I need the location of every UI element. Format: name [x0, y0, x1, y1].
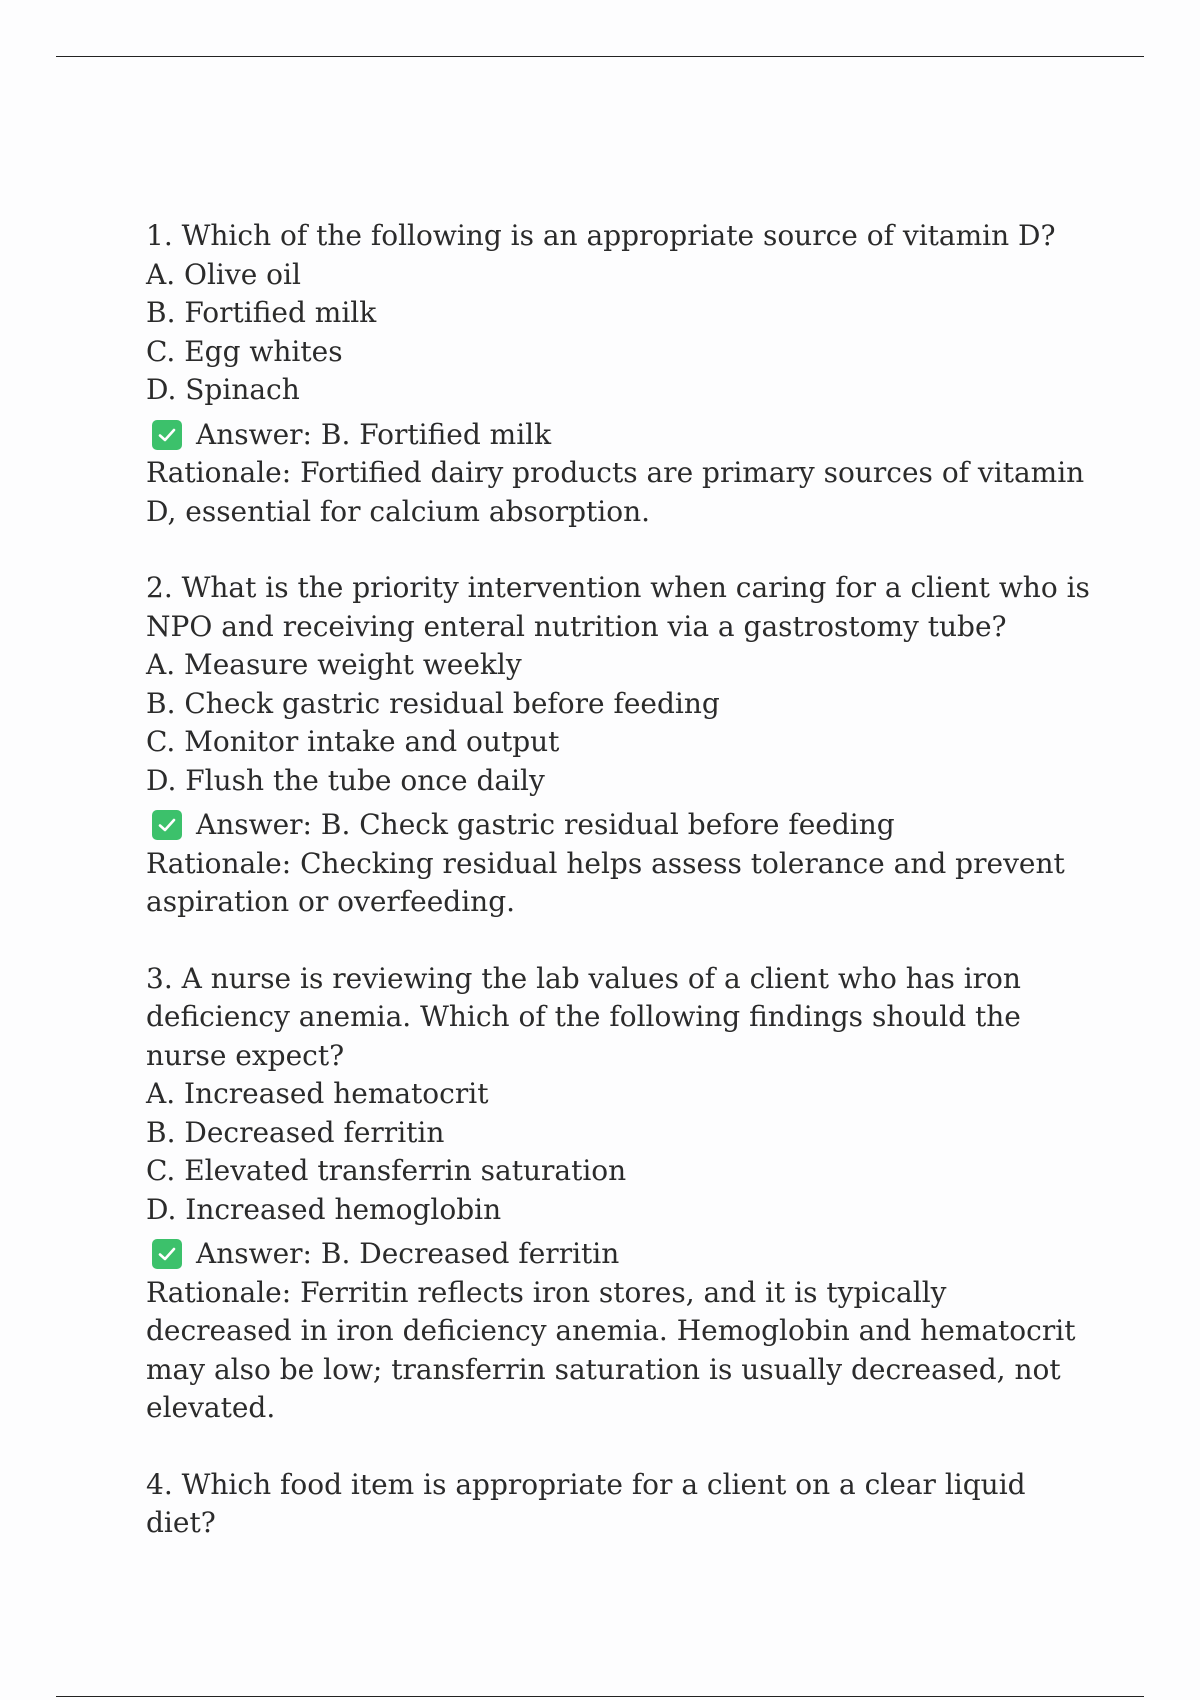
question-text: 4. Which food item is appropriate for a client on a clear liquid diet?: [146, 1467, 1026, 1539]
bottom-rule: [56, 1696, 1144, 1697]
option-a: A. Increased hematocrit: [146, 1077, 489, 1110]
option-a: A. Olive oil: [146, 257, 301, 291]
option-b: B. Decreased ferritin: [146, 1115, 445, 1149]
question-2: [146, 569, 1096, 922]
check-mark-icon: [152, 420, 182, 450]
check-mark-icon: [152, 810, 182, 840]
option-b: B. Fortified milk: [146, 296, 377, 329]
question-3: [146, 960, 1096, 1428]
question-4: [146, 1466, 1096, 1543]
option-b: B. Check gastric residual before feeding: [146, 686, 720, 720]
option-d: D. Spinach: [146, 373, 300, 406]
option-d: D. Flush the tube once daily: [146, 763, 545, 797]
option-a: A. Measure weight weekly: [146, 648, 522, 681]
top-rule: [56, 56, 1144, 57]
rationale-text: Rationale: Checking residual helps assess tolerance and prevent aspiration or overfeeding.: [146, 846, 1065, 918]
answer-text: Answer: B. Decreased ferritin: [196, 1237, 620, 1270]
answer-row: [146, 416, 1096, 455]
answer-text: Answer: B. Fortified milk: [196, 417, 552, 451]
option-c: C. Monitor intake and output: [146, 725, 560, 758]
answer-row: [146, 806, 1096, 845]
question-text: 2. What is the priority intervention when caring for a client who is NPO and receiving enteral nutrition via a gastrostomy tube?: [146, 571, 1090, 643]
question-list: [146, 217, 1096, 1543]
option-d: D. Increased hemoglobin: [146, 1192, 502, 1226]
answer-row: [146, 1235, 1096, 1274]
answer-text: Answer: B. Check gastric residual before feeding: [196, 808, 895, 841]
rationale-text: Rationale: Ferritin reflects iron stores, and it is typically decreased in iron deficiency anemia. Hemoglobin and hematocrit may also be low; transferrin saturation is usually decreased, not elevated.: [146, 1275, 1076, 1424]
check-mark-icon: [152, 1239, 182, 1269]
option-c: C. Egg whites: [146, 334, 343, 368]
option-c: C. Elevated transferrin saturation: [146, 1154, 627, 1187]
question-text: 1. Which of the following is an appropriate source of vitamin D?: [146, 219, 1056, 252]
question-text: 3. A nurse is reviewing the lab values of a client who has iron deficiency anemia. Which of the following findings should the nurse expect?: [146, 961, 1021, 1072]
question-1: [146, 217, 1096, 531]
rationale-text: Rationale: Fortified dairy products are primary sources of vitamin D, essential for calcium absorption.: [146, 456, 1085, 528]
